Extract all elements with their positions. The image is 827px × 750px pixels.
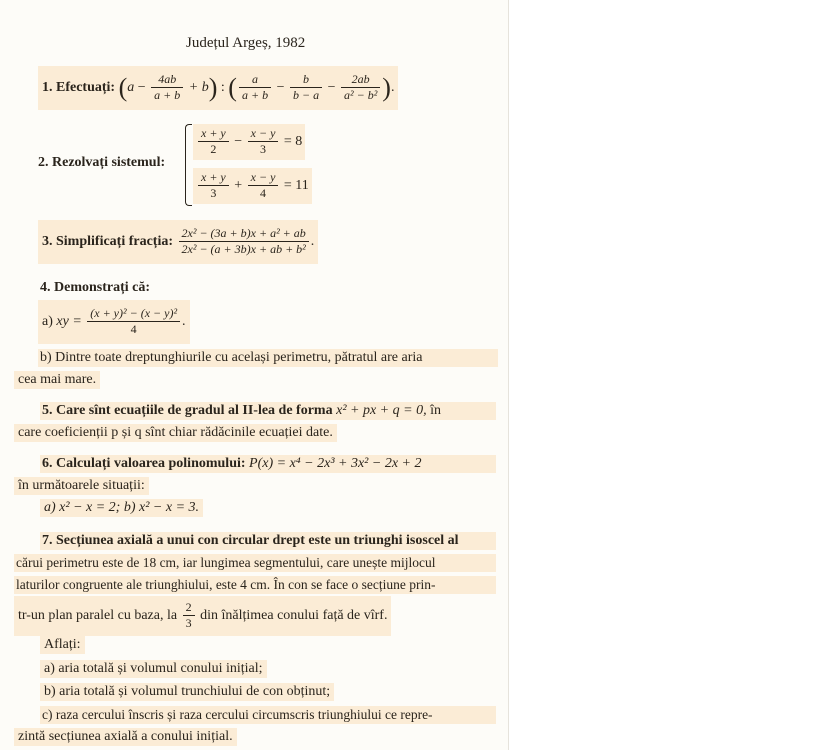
problem-6-line-3: a) x² − x = 2; b) x² − x = 3. (40, 499, 203, 517)
problem-7-line-3: laturilor congruente ale triunghiului, este 4 cm. În con se face o secțiune prin- (14, 576, 496, 594)
problem-7-aflati: Aflați: (40, 636, 85, 654)
problem-7c-line-2: zintă secțiunea axială a conului inițial. (14, 728, 237, 746)
system-equation-1: $\frac{x + y}{2}$ − $\frac{x - y}{3}$ = 8 (193, 124, 305, 160)
problem-7-line-4: tr-un plan paralel cu baza, la $\frac{2}{3}$ din înălțimea conului față de vîrf. (14, 596, 391, 636)
problem-4b-line-2: cea mai mare. (14, 371, 100, 389)
fraction: $\frac{b}{b - a}$ (290, 72, 322, 103)
fraction: $\frac{2}{3}$ (183, 600, 195, 631)
fraction: $\frac{\text{(x + y)² − (x − y)²}}{4}$ (87, 306, 180, 337)
problem-7-line-1: 7. Secțiunea axială a unui con circular drept este un triunghi isoscel al (40, 532, 496, 550)
problem-4-label: 4. Demonstrați că: (40, 280, 151, 295)
blank-area (509, 0, 827, 750)
problem-7-line-2: cărui perimetru este de 18 cm, iar lungimea segmentului, care unește mijlocul (14, 554, 496, 572)
problem-1: 1. Efectuați: (a − $\frac{4ab}{a + b}$ + b) : ( $\frac{a}{a + b}$ − $\frac{b}{b - a}$ − $\frac{2ab}{\text{a² − b²}}$ ). (38, 66, 398, 110)
fraction: $\frac{4ab}{a + b}$ (151, 72, 183, 103)
page-heading: Județul Argeș, 1982 (186, 35, 306, 51)
problem-7c-line-1: c) raza cercului înscris și raza cercului circumscris triunghiului ce repre- (40, 706, 496, 724)
problem-5-line-1: 5. Care sînt ecuațiile de gradul al II-lea de forma x² + px + q = 0, în (40, 402, 496, 420)
fraction: $\frac{2ab}{\text{a² − b²}}$ (341, 72, 380, 103)
problem-6-line-1: 6. Calculați valoarea polinomului: P(x) = x⁴ − 2x³ + 3x² − 2x + 2 (40, 455, 496, 473)
problem-4b-line-1: b) Dintre toate dreptunghiurile cu același perimetru, pătratul are aria (38, 349, 498, 367)
problem-2-label: 2. Rezolvați sistemul: (38, 155, 166, 170)
system-equation-2: $\frac{x + y}{3}$ + $\frac{x - y}{4}$ = 11 (193, 168, 312, 204)
problem-4a: a) xy = $\frac{\text{(x + y)² − (x − y)²}}{4}$ . (38, 300, 190, 344)
fraction: $\frac{\text{2x² − (3a + b)x + a² + ab}}{\text{2x² − (a + 3b)x + ab + b²}}$ (179, 226, 309, 257)
problem-7a: a) aria totală și volumul conului inițial; (40, 660, 267, 678)
problem-6-line-2: în următoarele situații: (14, 477, 149, 495)
fraction: $\frac{a}{a + b}$ (239, 72, 271, 103)
system-brace (185, 124, 192, 206)
problem-7b: b) aria totală și volumul trunchiului de con obținut; (40, 683, 334, 701)
problem-1-label: 1. Efectuați: (42, 80, 116, 95)
problem-3: 3. Simplificați fracția: $\frac{\text{2x² − (3a + b)x + a² + ab}}{\text{2x² − (a + 3b)x + ab + b²}}$ . (38, 220, 318, 264)
problem-5-line-2: care coeficienții p și q sînt chiar rădăcinile ecuației date. (14, 424, 337, 442)
